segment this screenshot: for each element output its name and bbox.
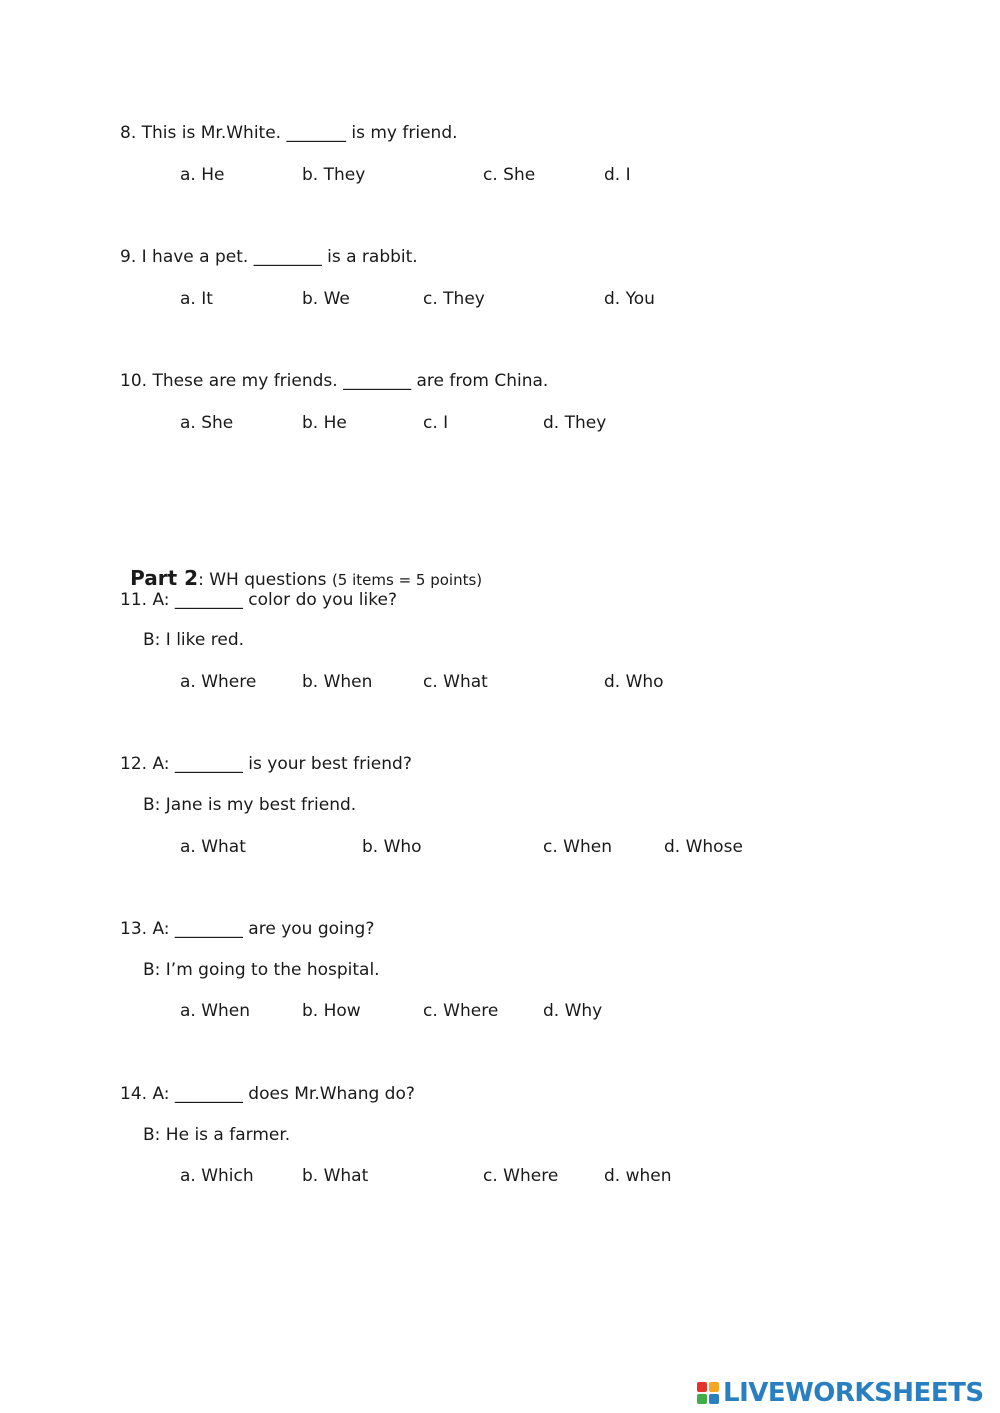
question-12-answer: B: Jane is my best friend.: [143, 795, 357, 815]
question-9-option-d[interactable]: d. You: [604, 289, 655, 309]
question-8-option-c[interactable]: c. She: [483, 165, 536, 185]
question-12-option-b[interactable]: b. Who: [362, 837, 422, 857]
question-10-prompt: 10. These are my friends. ________ are from China.: [120, 371, 549, 391]
part-2-points: (5 items = 5 points): [331, 571, 483, 589]
liveworksheets-logo[interactable]: [697, 1378, 984, 1408]
question-8-option-b[interactable]: b. They: [302, 165, 366, 185]
question-8-option-d[interactable]: d. I: [604, 165, 631, 185]
question-10-option-b[interactable]: b. He: [302, 413, 347, 433]
question-11-option-c[interactable]: c. What: [423, 672, 488, 692]
question-14-option-b[interactable]: b. What: [302, 1166, 369, 1186]
question-13-option-c[interactable]: c. Where: [423, 1001, 499, 1021]
question-13-option-d[interactable]: d. Why: [543, 1001, 603, 1021]
question-11-answer: B: I like red.: [143, 630, 245, 650]
question-11-option-d[interactable]: d. Who: [604, 672, 664, 692]
question-12-prompt: 12. A: ________ is your best friend?: [120, 754, 412, 774]
question-9-option-b[interactable]: b. We: [302, 289, 350, 309]
question-14-option-a[interactable]: a. Which: [180, 1166, 254, 1186]
liveworksheets-logo-icon: [697, 1382, 719, 1404]
question-10-option-a[interactable]: a. She: [180, 413, 234, 433]
question-11-prompt: 11. A: ________ color do you like?: [120, 590, 397, 610]
question-10-option-d[interactable]: d. They: [543, 413, 607, 433]
question-12-option-d[interactable]: d. Whose: [664, 837, 743, 857]
question-11-option-b[interactable]: b. When: [302, 672, 373, 692]
question-13-option-b[interactable]: b. How: [302, 1001, 361, 1021]
part-2-title: : WH questions: [198, 570, 332, 590]
part-2-label: Part 2: [130, 566, 199, 590]
question-12-option-c[interactable]: c. When: [543, 837, 612, 857]
question-13-prompt: 13. A: ________ are you going?: [120, 919, 375, 939]
question-14-option-d[interactable]: d. when: [604, 1166, 672, 1186]
question-9-option-a[interactable]: a. It: [180, 289, 213, 309]
liveworksheets-logo-text: LIVEWORKSHEETS: [723, 1378, 984, 1408]
question-13-answer: B: I’m going to the hospital.: [143, 960, 380, 980]
part-2-heading: [120, 539, 482, 593]
question-13-option-a[interactable]: a. When: [180, 1001, 251, 1021]
question-11-option-a[interactable]: a. Where: [180, 672, 257, 692]
question-10-option-c[interactable]: c. I: [423, 413, 449, 433]
question-8-prompt: 8. This is Mr.White. _______ is my friend.: [120, 123, 458, 143]
question-14-answer: B: He is a farmer.: [143, 1125, 291, 1145]
question-14-option-c[interactable]: c. Where: [483, 1166, 559, 1186]
question-12-option-a[interactable]: a. What: [180, 837, 246, 857]
question-9-prompt: 9. I have a pet. ________ is a rabbit.: [120, 247, 418, 267]
question-9-option-c[interactable]: c. They: [423, 289, 485, 309]
question-14-prompt: 14. A: ________ does Mr.Whang do?: [120, 1084, 415, 1104]
question-8-option-a[interactable]: a. He: [180, 165, 225, 185]
